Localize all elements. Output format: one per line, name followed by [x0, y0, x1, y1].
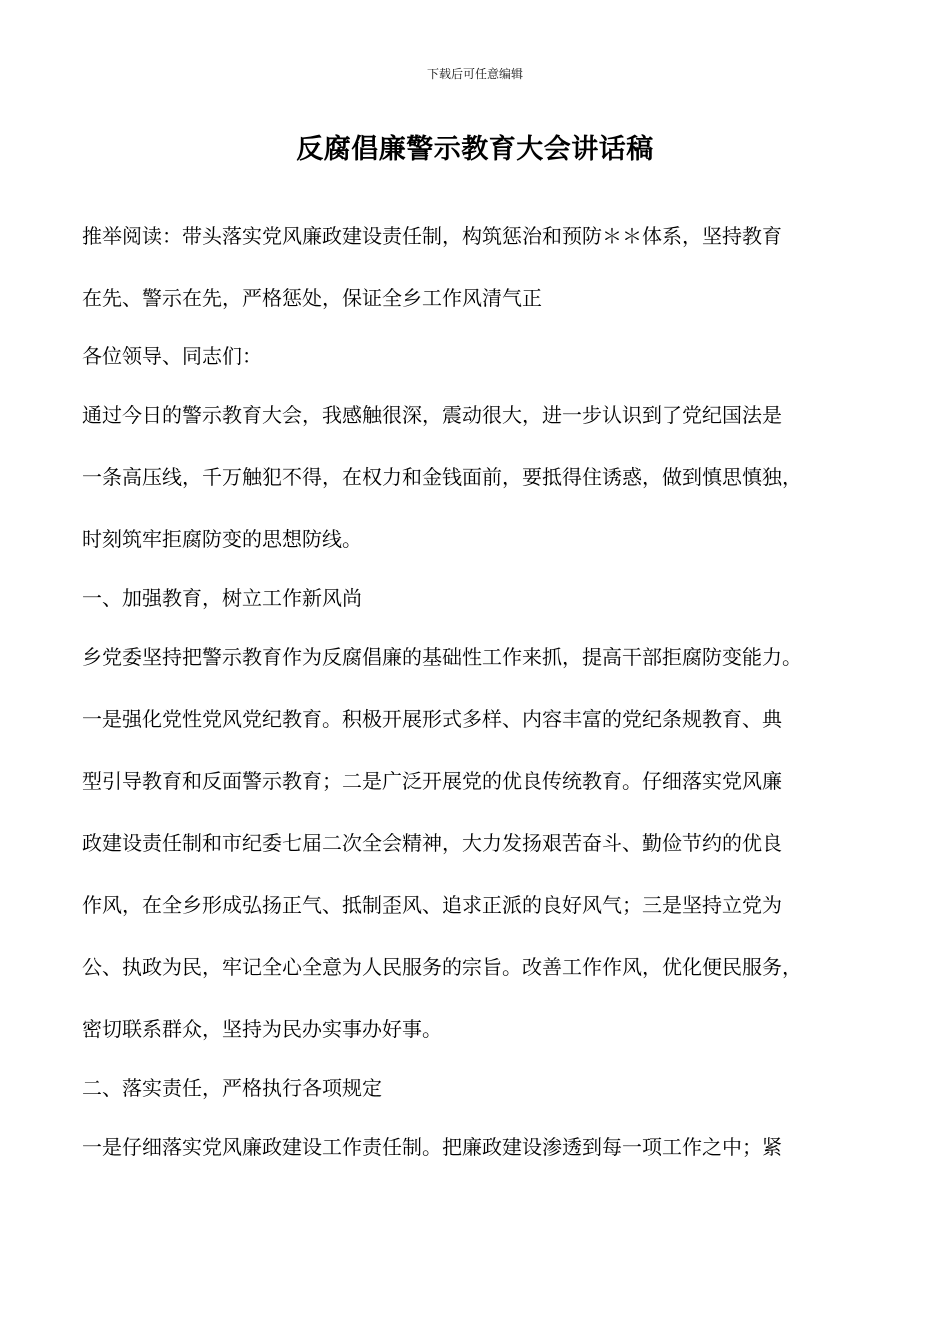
text-line: 通过今日的警示教育大会，我感触很深，震动很大，进一步认识到了党纪国法是	[82, 403, 782, 427]
text-line: 乡党委坚持把警示教育作为反腐倡廉的基础性工作来抓，提高干部拒腐防变能力。	[82, 645, 802, 669]
header-note: 下载后可任意编辑	[426, 67, 523, 81]
text-line: 公、执政为民，牢记全心全意为人民服务的宗旨。改善工作作风，优化便民服务，	[82, 955, 802, 979]
text-line: 时刻筑牢拒腐防变的思想防线。	[82, 527, 362, 551]
text-line: 一是强化党性党风党纪教育。积极开展形式多样、内容丰富的党纪条规教育、典	[82, 707, 782, 731]
text-line: 推举阅读：带头落实党风廉政建设责任制，构筑惩治和预防＊＊体系，坚持教育	[82, 224, 782, 248]
text-line: 型引导教育和反面警示教育；二是广泛开展党的优良传统教育。仔细落实党风廉	[82, 769, 782, 793]
text-line: 一条高压线，千万触犯不得，在权力和金钱面前，要抵得住诱惑，做到慎思慎独，	[82, 465, 802, 489]
text-line: 在先、警示在先，严格惩处，保证全乡工作风清气正	[82, 286, 542, 310]
section-heading: 二、落实责任，严格执行各项规定	[82, 1076, 382, 1100]
text-line: 政建设责任制和市纪委七届二次全会精神，大力发扬艰苦奋斗、勤俭节约的优良	[82, 831, 782, 855]
text-line: 作风，在全乡形成弘扬正气、抵制歪风、追求正派的良好风气；三是坚持立党为	[82, 893, 782, 917]
section-heading: 一、加强教育，树立工作新风尚	[82, 586, 362, 610]
salutation: 各位领导、同志们：	[82, 344, 262, 368]
text-line: 密切联系群众，坚持为民办实事办好事。	[82, 1017, 442, 1041]
document-title: 反腐倡廉警示教育大会讲话稿	[296, 134, 654, 165]
text-line: 一是仔细落实党风廉政建设工作责任制。把廉政建设渗透到每一项工作之中；紧	[82, 1135, 782, 1159]
